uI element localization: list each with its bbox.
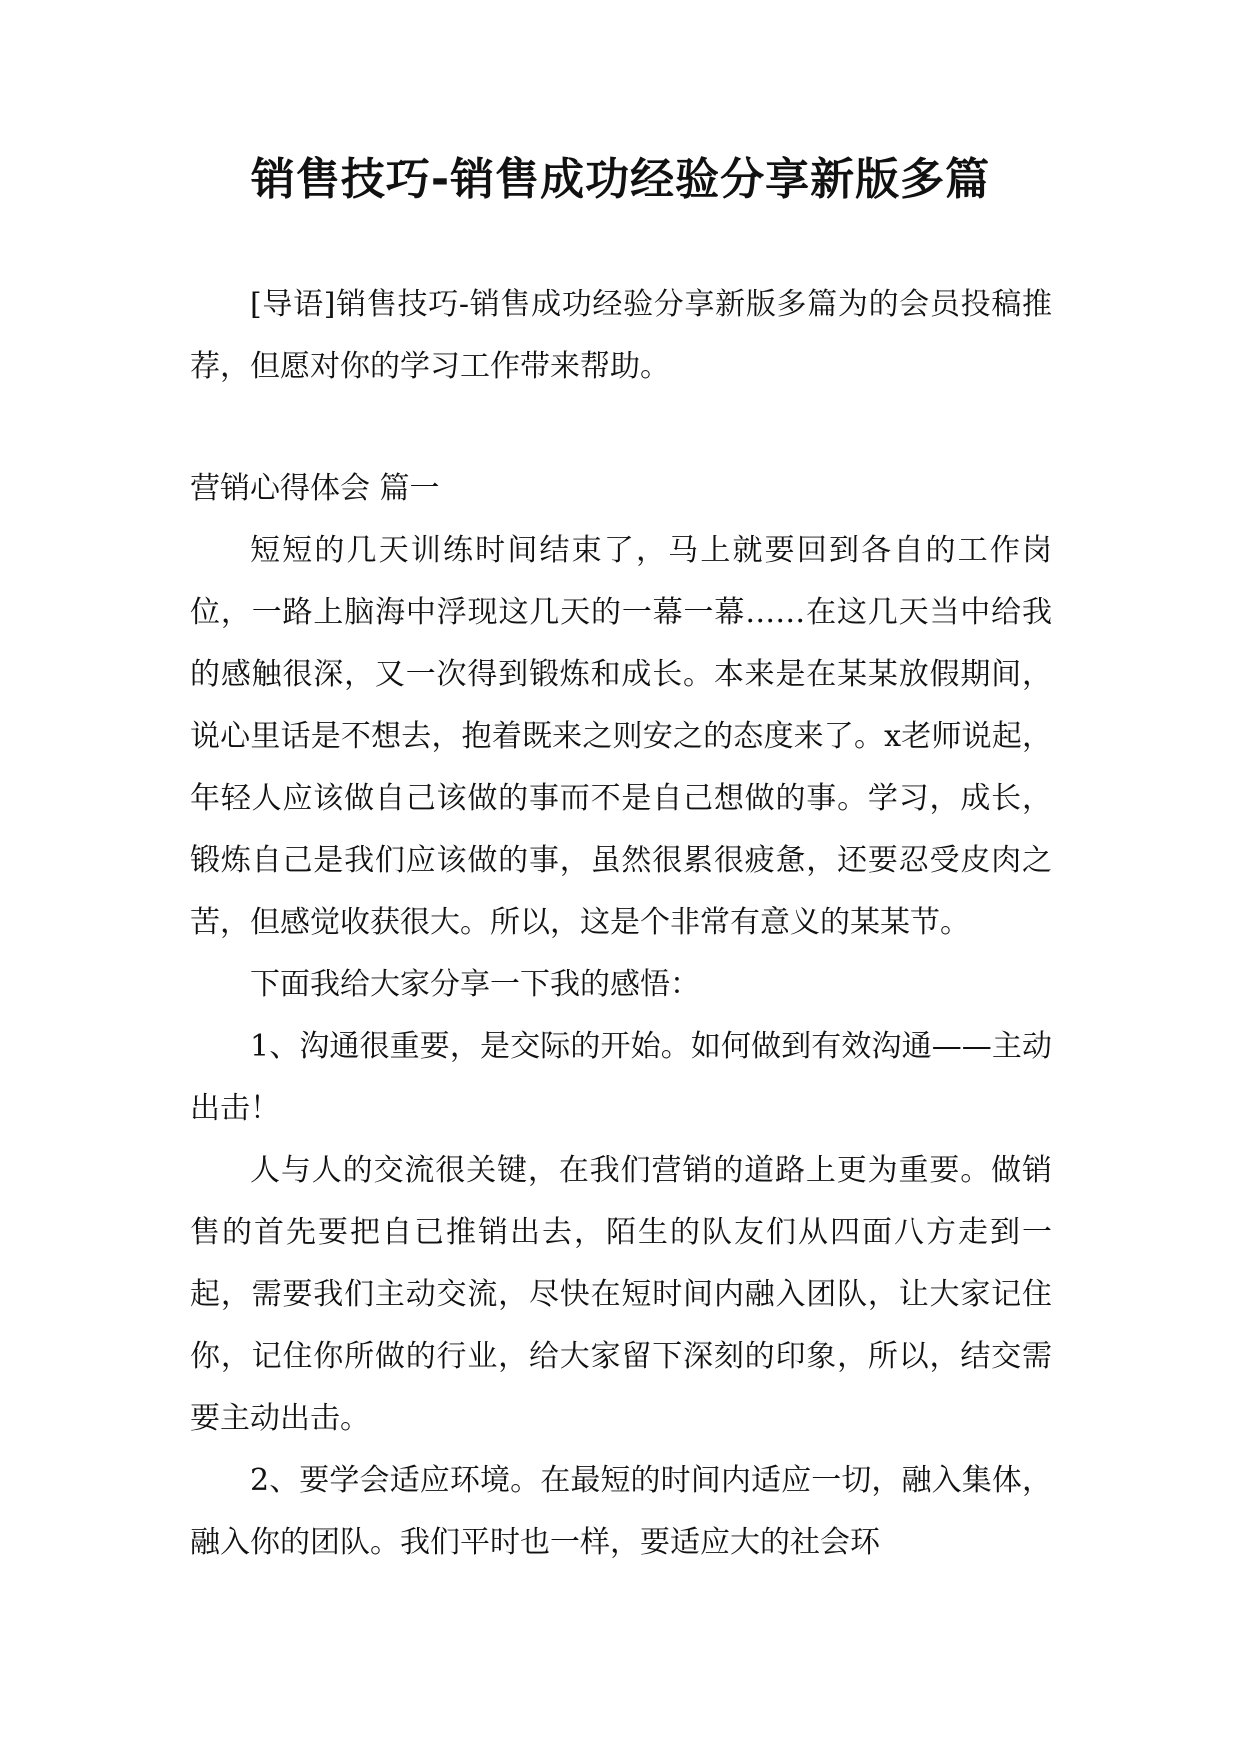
section-heading: 营销心得体会 篇一 <box>190 471 440 506</box>
intro-block <box>190 274 1052 398</box>
document-title: 销售技巧-销售成功经验分享新版多篇 <box>250 154 991 205</box>
intro-paragraph: [导语]销售技巧-销售成功经验分享新版多篇为的会员投稿推荐，但愿对你的学习工作带来帮助。 <box>190 287 1052 384</box>
body-paragraph: 2、要学会适应环境。在最短的时间内适应一切，融入集体，融入你的团队。我们平时也一样，要适应大的社会环 <box>190 1463 1052 1560</box>
body-paragraph: 1、沟通很重要，是交际的开始。如何做到有效沟通——主动出击！ <box>190 1029 1052 1126</box>
article-body <box>190 458 1052 1574</box>
body-paragraph: 短短的几天训练时间结束了，马上就要回到各自的工作岗位，一路上脑海中浮现这几天的一幕一幕……在这几天当中给我的感触很深，又一次得到锻炼和成长。本来是在某某放假期间，说心里话是不想去，抱着既来之则安之的态度来了。x老师说起，年轻人应该做自己该做的事而不是自己想做的事。学习，成长，锻炼自己是我们应该做的事，虽然很累很疲惫，还要忍受皮肉之苦，但感觉收获很大。所以，这是个非常有意义的某某节。 <box>190 533 1052 940</box>
body-paragraph: 人与人的交流很关键，在我们营销的道路上更为重要。做销售的首先要把自已推销出去，陌生的队友们从四面八方走到一起，需要我们主动交流，尽快在短时间内融入团队，让大家记住你，记住你所做的行业，给大家留下深刻的印象，所以，结交需要主动出击。 <box>190 1153 1052 1436</box>
body-paragraph: 下面我给大家分享一下我的感悟： <box>250 967 700 1002</box>
